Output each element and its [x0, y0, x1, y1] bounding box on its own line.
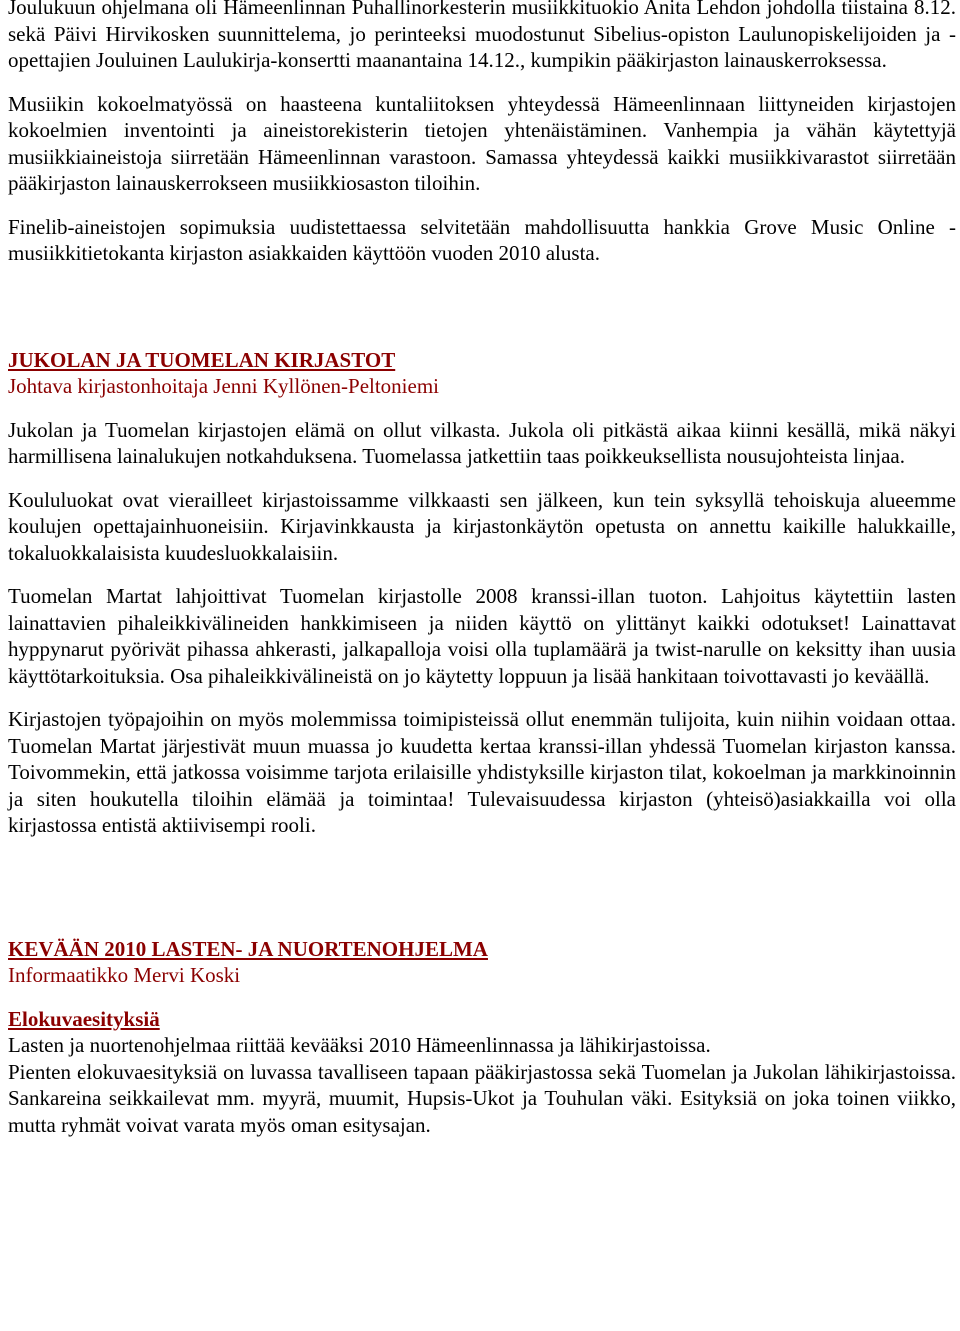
paragraph-spring-1: Lasten ja nuortenohjelmaa riittää kevääksi 2010 Hämeenlinnassa ja lähikirjastoissa. [8, 1033, 711, 1057]
paragraph-music-collection: Musiikin kokoelmatyössä on haasteena kuntaliitoksen yhteydessä Hämeenlinnaan liittyneiden kirjastojen kokoelmien inventointi ja aineistorekisterin tietojen yhtenäistäminen. Vanhempia ja vähän käytettyjä musiikkiaineistoja siirretään Hämeenlinnan varastoon. Samassa yhteydessä kaikki musiikkivarastot siirretään pääkirjaston lainauskerrokseen musiikkiosaston tiloihin. [8, 91, 956, 195]
paragraph-finelib: Finelib-aineistojen sopimuksia uudistettaessa selvitetään mahdollisuutta hankkia Grove Music Online -musiikkitietokanta kirjaston asiakkaiden käyttöön vuoden 2010 alusta. [8, 214, 956, 265]
document-page [8, 0, 956, 1138]
section-author-spring: Informaatikko Mervi Koski [8, 963, 241, 987]
paragraph-jukola-4: Kirjastojen työpajoihin on myös molemmissa toimipisteissä ollut enemmän tulijoita, kuin niihin voidaan ottaa. Tuomelan Martat järjestivät muun muassa jo kuudetta kertaa kranssi-illan yhdessä Tuomelan kirjaston kanssa. Toivommekin, että jatkossa voisimme tarjota erilaisille yhdistyksille kirjaston tilat, kokoelman ja markkinoinnin ja siten houkutella tiloihin elämää ja toimintaa! Tulevaisuudessa kirjaston (yhteisö)asiakkailla voi olla kirjastossa entistä aktiivisempi rooli. [8, 707, 956, 837]
paragraph-spring-2: Pienten elokuvaesityksiä on luvassa tavalliseen tapaan pääkirjastossa sekä Tuomelan ja Jukolan lähikirjastoissa. Sankareina seikkailevat mm. myyrä, muumit, Hupsis-Ukot ja Touhulan väki. Esityksiä on joka toinen viikko, mutta ryhmät voivat varata myös oman esitysajan. [8, 1059, 956, 1137]
section-jukola-tuomela [8, 347, 956, 839]
section-spring-2010 [8, 936, 956, 1139]
paragraph-jukola-1: Jukolan ja Tuomelan kirjastojen elämä on ollut vilkasta. Jukola oli pitkästä aikaa kiinni kesällä, mikä näkyi harmillisena lainalukujen notkahduksena. Tuomelassa jatkettiin taas poikkeuksellista nousujohteista linjaa. [8, 417, 956, 468]
paragraph-jukola-3: Tuomelan Martat lahjoittivat Tuomelan kirjastolle 2008 kranssi-illan tuoton. Lahjoitus käytettiin lasten lainattavien pihaleikkivälineiden hankkimiseen ja niiden käyttö on ylittänyt kaikki odotukset! Lainattavat hyppynarut pyörivät pihassa ahkerasti, jalkapalloja voisi olla tuplamäärä ja twist-narulle on keksitty ihan uusia käyttötarkoituksia. Osa pihaleikkivälineistä on jo käytetty loppuun ja lisää hankitaan toivottavasti jo keväällä. [8, 584, 956, 688]
paragraph-december-program: Joulukuun ohjelmana oli Hämeenlinnan Puhallinorkesterin musiikkituokio Anita Lehdon johdolla tiistaina 8.12. sekä Päivi Hirvikosken suunnittelema, jo perinteeksi muodostunut Sibelius-opiston Laulunopiskelijoiden ja -opettajien Jouluinen Laulukirja-konsertti maanantaina 14.12., kumpikin pääkirjaston lainauskerroksessa. [8, 0, 956, 72]
section-heading-spring: KEVÄÄN 2010 LASTEN- JA NUORTENOHJELMA [8, 936, 488, 961]
section-author-jukola: Johtava kirjastonhoitaja Jenni Kyllönen-Peltoniemi [8, 374, 440, 398]
paragraph-jukola-2: Koululuokat ovat vierailleet kirjastoissamme vilkkaasti sen jälkeen, kun tein syksyllä tehoiskuja alueemme koulujen opettajainhuoneisiin. Kirjavinkkausta ja kirjastonkäytön opetusta on annettu kaikille halukkaille, tokaluokkalaisista kuudesluokkalaisiin. [8, 487, 956, 565]
subsection-heading-films: Elokuvaesityksiä [8, 1006, 160, 1031]
section-heading-jukola: JUKOLAN JA TUOMELAN KIRJASTOT [8, 347, 396, 372]
